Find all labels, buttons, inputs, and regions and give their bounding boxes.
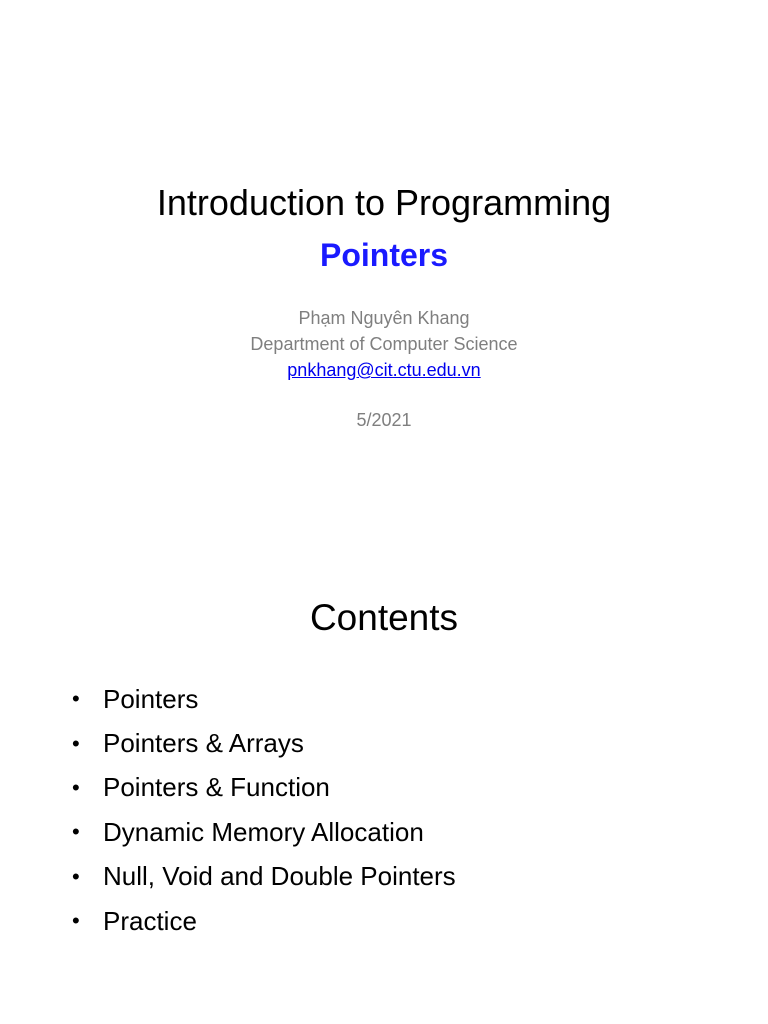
list-item [72, 855, 456, 899]
slide-subtitle: Pointers [319, 237, 449, 273]
list-item-label: Null, Void and Double Pointers [103, 861, 456, 892]
email-line [0, 357, 768, 383]
list-item [72, 677, 456, 721]
list-item [72, 766, 456, 810]
contents-list [72, 677, 456, 943]
email-link[interactable]: pnkhang@cit.ctu.edu.vn [287, 360, 481, 380]
bullet-icon: • [72, 863, 80, 889]
bullet-icon: • [72, 819, 80, 845]
list-item [72, 899, 456, 943]
author-name: Phạm Nguyên Khang [298, 308, 470, 328]
contents-title: Contents [309, 597, 459, 638]
bullet-icon: • [72, 730, 80, 756]
list-item-label: Dynamic Memory Allocation [103, 816, 424, 847]
list-item [72, 810, 456, 854]
presentation-date: 5/2021 [356, 410, 412, 430]
title-slide [0, 0, 768, 500]
slide-title: Introduction to Programming [156, 182, 612, 223]
bullet-icon: • [72, 774, 80, 800]
list-item [72, 721, 456, 765]
list-item-label: Practice [103, 905, 197, 936]
list-item-label: Pointers & Function [103, 772, 330, 803]
contents-slide [0, 500, 768, 1024]
bullet-icon: • [72, 686, 80, 712]
list-item-label: Pointers [103, 683, 199, 714]
department-name: Department of Computer Science [250, 334, 518, 354]
list-item-label: Pointers & Arrays [103, 728, 304, 759]
bullet-icon: • [72, 908, 80, 934]
